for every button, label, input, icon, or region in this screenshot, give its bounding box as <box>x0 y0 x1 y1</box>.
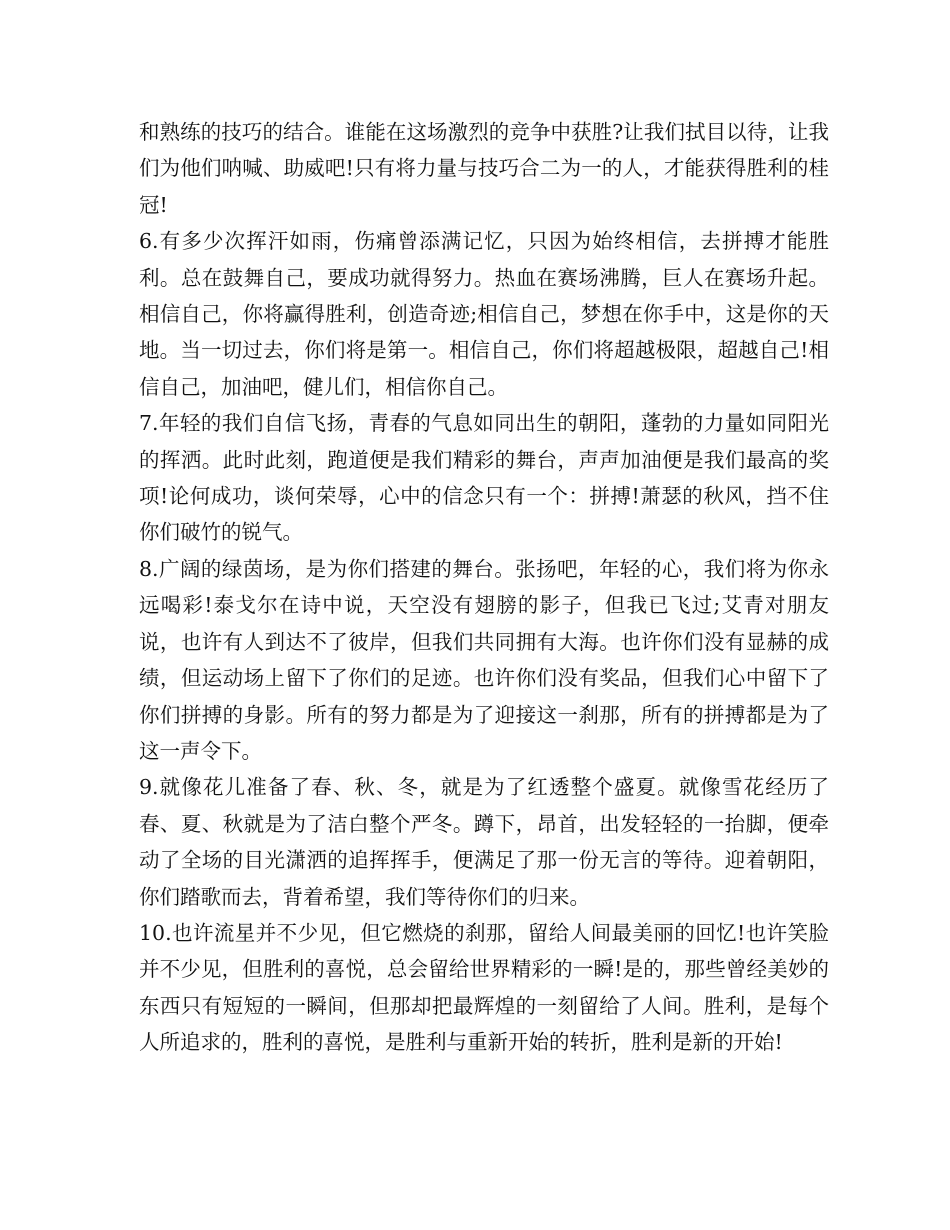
paragraph-item-10: 10.也许流星并不少见，但它燃烧的刹那，留给人间最美丽的回忆!也许笑脸并不少见，但胜利的喜悦，总会留给世界精彩的一瞬!是的，那些曾经美妙的东西只有短短的一瞬间，但那却把最辉煌的一刻留给了人间。胜利，是每个人所追求的，胜利的喜悦，是胜利与重新开始的转折，胜利是新的开始! <box>139 920 829 1055</box>
paragraph-continuation: 和熟练的技巧的结合。谁能在这场激烈的竞争中获胜?让我们拭目以待，让我们为他们呐喊、助威吧!只有将力量与技巧合二为一的人，才能获得胜利的桂冠! <box>139 120 829 217</box>
document-body <box>139 114 829 1061</box>
paragraph-item-9: 9.就像花儿准备了春、秋、冬，就是为了红透整个盛夏。就像雪花经历了春、夏、秋就是为了洁白整个严冬。蹲下，昂首，出发轻轻的一抬脚，便牵动了全场的目光潇洒的追挥挥手，便满足了那一份无言的等待。迎着朝阳，你们踏歌而去，背着希望，我们等待你们的归来。 <box>139 775 829 909</box>
paragraph-item-6: 6.有多少次挥汗如雨，伤痛曾添满记忆，只因为始终相信，去拼搏才能胜利。总在鼓舞自己，要成功就得努力。热血在赛场沸腾，巨人在赛场升起。相信自己，你将赢得胜利，创造奇迹;相信自己，梦想在你手中，这是你的天地。当一切过去，你们将是第一。相信自己，你们将超越极限，超越自己!相信自己，加油吧，健儿们，相信你自己。 <box>139 229 829 399</box>
paragraph-item-7: 7.年轻的我们自信飞扬，青春的气息如同出生的朝阳，蓬勃的力量如同阳光的挥洒。此时此刻，跑道便是我们精彩的舞台，声声加油便是我们最高的奖项!论何成功，谈何荣辱，心中的信念只有一个：拼搏!萧瑟的秋风，挡不住你们破竹的锐气。 <box>139 411 829 545</box>
paragraph-item-8: 8.广阔的绿茵场，是为你们搭建的舞台。张扬吧，年轻的心，我们将为你永远喝彩!泰戈尔在诗中说，天空没有翅膀的影子，但我已飞过;艾青对朋友说，也许有人到达不了彼岸，但我们共同拥有大海。也许你们没有显赫的成绩，但运动场上留下了你们的足迹。也许你们没有奖品，但我们心中留下了你们拼搏的身影。所有的努力都是为了迎接这一刹那，所有的拼搏都是为了这一声令下。 <box>139 556 829 763</box>
